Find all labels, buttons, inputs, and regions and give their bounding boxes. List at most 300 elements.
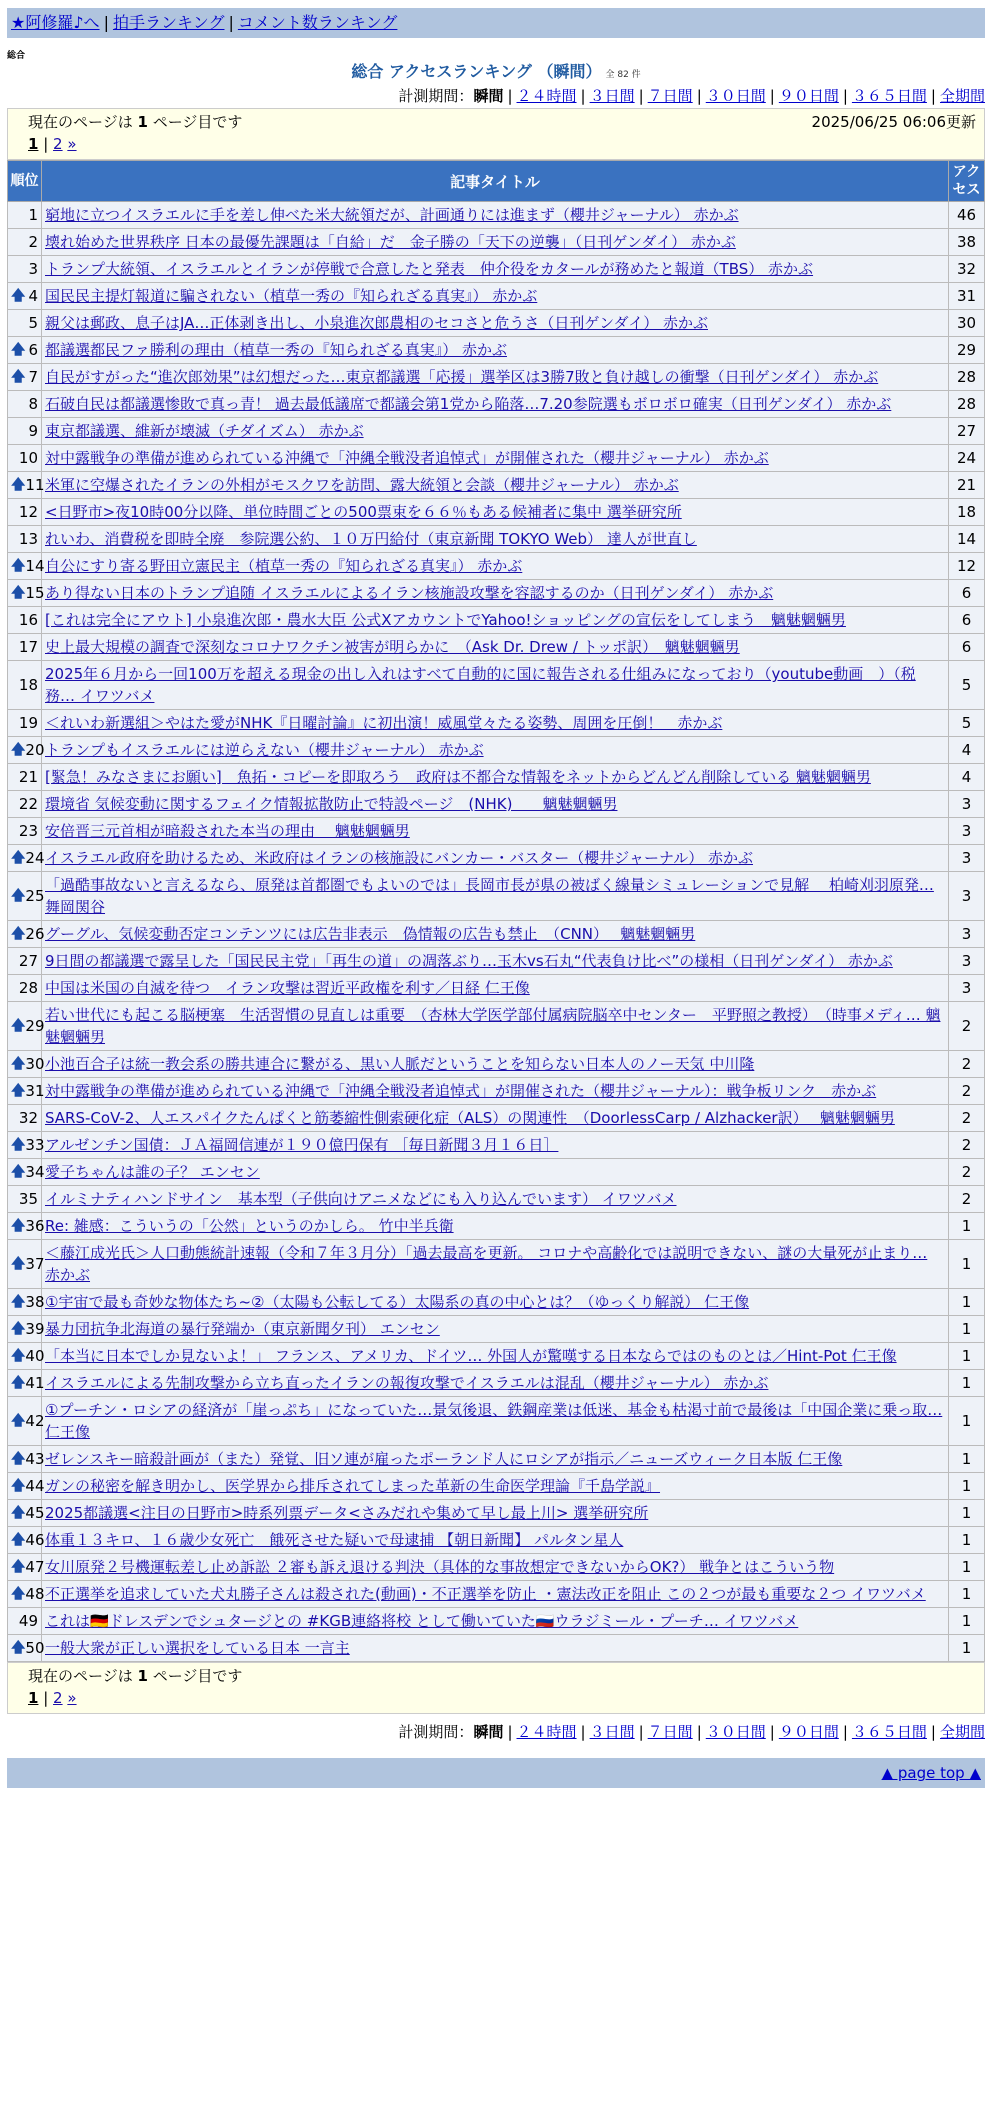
up-arrow-icon: 🡅 bbox=[11, 742, 26, 758]
article-link[interactable]: これは🇩🇪ドレスデンでシュタージとの #KGB連絡将校 として働いていた🇷🇺ウラジミール・プーチ… イワツバメ bbox=[45, 1612, 799, 1630]
header-access: アクセス bbox=[949, 161, 985, 202]
rank-cell bbox=[8, 1527, 45, 1554]
rank-cell bbox=[8, 1581, 45, 1608]
period-link-6[interactable]: 全期間 bbox=[939, 87, 985, 105]
title-cell bbox=[42, 1343, 949, 1370]
access-count: 31 bbox=[949, 283, 985, 310]
page-status-num-bottom: 1 bbox=[137, 1667, 148, 1685]
article-link[interactable]: れいわ、消費税を即時全廃 参院選公約、１０万円給付（東京新聞 TOKYO Web） 達人が世直し bbox=[45, 530, 697, 548]
table-row bbox=[8, 526, 985, 553]
rank-number: 4 bbox=[28, 287, 38, 305]
access-count: 2 bbox=[949, 1051, 985, 1078]
title-cell bbox=[42, 710, 949, 737]
period-link-3[interactable]: ３０日間 bbox=[705, 1723, 766, 1741]
article-link[interactable]: 「本当に日本でしか見ないよ！」 フランス、アメリカ、ドイツ… 外国人が驚嘆する日本ならではのものとは／Hint-Pot 仁王像 bbox=[45, 1347, 897, 1365]
period-selector-bottom bbox=[7, 1720, 985, 1744]
pagination-bottom: 1 | 2 » bbox=[28, 1689, 77, 1707]
up-arrow-icon: 🡅 bbox=[11, 850, 26, 866]
access-count: 1 bbox=[949, 1500, 985, 1527]
rank-cell bbox=[8, 526, 42, 553]
article-link[interactable]: Re: 雑感：こういうの「公然」というのかしら。 竹中半兵衛 bbox=[45, 1217, 454, 1235]
period-link-5[interactable]: ３６５日間 bbox=[851, 1723, 927, 1741]
access-count: 6 bbox=[949, 634, 985, 661]
up-arrow-icon: 🡅 bbox=[11, 288, 26, 304]
period-sep: | bbox=[507, 87, 513, 105]
table-row bbox=[8, 1473, 985, 1500]
title-cell bbox=[42, 526, 949, 553]
access-count: 5 bbox=[949, 710, 985, 737]
table-row bbox=[8, 818, 985, 845]
article-link[interactable]: 対中露戦争の準備が進められている沖縄で「沖縄全戦没者追悼式」が開催された（櫻井ジャーナル） 赤かぶ bbox=[45, 449, 769, 467]
article-link[interactable]: 中国は米国の自滅を待つ イラン攻撃は習近平政権を利す／日経 仁王像 bbox=[45, 979, 530, 997]
up-arrow-icon: 🡅 bbox=[11, 585, 26, 601]
up-arrow-icon: 🡅 bbox=[11, 1451, 26, 1467]
article-link[interactable]: SARS-CoV-2、人エスパイクたんぱくと筋萎縮性側索硬化症（ALS）の関連性 （DoorlessCarp / Alzhacker訳） 魑魅魍魎男 bbox=[45, 1109, 895, 1127]
article-link[interactable]: 一般大衆が正しい選択をしている日本 一言主 bbox=[45, 1639, 350, 1657]
up-arrow-icon: 🡅 bbox=[11, 558, 26, 574]
rank-number: 38 bbox=[25, 1293, 45, 1311]
table-row bbox=[8, 791, 985, 818]
article-link[interactable]: [緊急！みなさまにお願い] 魚拓・コピーを即取ろう 政府は不都合な情報をネットからどんどん削除している 魑魅魍魎男 bbox=[45, 768, 871, 786]
access-count: 4 bbox=[949, 764, 985, 791]
up-arrow-icon: 🡅 bbox=[11, 1056, 26, 1072]
up-arrow-icon: 🡅 bbox=[11, 1137, 26, 1153]
table-row bbox=[8, 845, 985, 872]
article-link[interactable]: 自公にすり寄る野田立憲民主（植草一秀の『知られざる真実』） 赤かぶ bbox=[45, 557, 523, 575]
rank-number: 26 bbox=[25, 925, 45, 943]
up-arrow-icon: 🡅 bbox=[11, 1348, 26, 1364]
title-cell bbox=[42, 1635, 949, 1662]
total-count: 全 82 件 bbox=[605, 70, 641, 80]
rank-cell bbox=[8, 472, 45, 499]
access-count: 1 bbox=[949, 1289, 985, 1316]
period-label: 計測期間： bbox=[398, 87, 474, 105]
article-link[interactable]: 2025都議選<注目の日野市>時系列票データ<さみだれや集めて早し最上川> 選挙研究所 bbox=[45, 1504, 649, 1522]
rank-cell bbox=[8, 1002, 45, 1051]
title-cell bbox=[42, 607, 949, 634]
rank-cell bbox=[8, 607, 42, 634]
rank-number: 28 bbox=[18, 979, 38, 997]
rank-number: 10 bbox=[18, 449, 38, 467]
title-cell bbox=[42, 256, 949, 283]
table-row bbox=[8, 948, 985, 975]
article-link[interactable]: グーグル、気候変動否定コンテンツには広告非表示 偽情報の広告も禁止 （CNN） 魑魅魍魎男 bbox=[45, 925, 696, 943]
table-row bbox=[8, 737, 985, 764]
top-nav bbox=[7, 8, 985, 38]
access-count: 4 bbox=[949, 737, 985, 764]
article-link[interactable]: イルミナティハンドサイン 基本型（子供向けアニメなどにも入り込んでいます） イワツバメ bbox=[45, 1190, 677, 1208]
period-link-1[interactable]: ３日間 bbox=[589, 1723, 635, 1741]
access-count: 1 bbox=[949, 1473, 985, 1500]
table-row bbox=[8, 1213, 985, 1240]
page-2-link[interactable]: 2 bbox=[53, 135, 63, 153]
rank-number: 50 bbox=[25, 1639, 45, 1657]
rank-number: 41 bbox=[25, 1374, 45, 1392]
rank-number: 3 bbox=[28, 260, 38, 278]
title-cell bbox=[42, 499, 949, 526]
rank-number: 7 bbox=[28, 368, 38, 386]
access-count: 6 bbox=[949, 607, 985, 634]
period-link-2[interactable]: ７日間 bbox=[647, 87, 693, 105]
article-link[interactable]: 9日間の都議選で露呈した「国民民主党」「再生の道」の凋落ぶり…玉木vs石丸“代表負け比べ”の様相（日刊ゲンダイ） 赤かぶ bbox=[45, 952, 893, 970]
page-status-post: ページ目です bbox=[147, 113, 243, 131]
rank-cell bbox=[8, 764, 42, 791]
access-count: 1 bbox=[949, 1527, 985, 1554]
table-row bbox=[8, 1186, 985, 1213]
rank-cell bbox=[8, 975, 42, 1002]
article-link[interactable]: 親父は郵政、息子はJA…正体剥き出し、小泉進次郎農相のセコさと危うさ（日刊ゲンダイ） 赤かぶ bbox=[45, 314, 708, 332]
rank-cell bbox=[8, 818, 42, 845]
article-link[interactable]: 都議選都民ファ勝利の理由（植草一秀の『知られざる真実』） 赤かぶ bbox=[45, 341, 507, 359]
up-arrow-icon: 🡅 bbox=[11, 1559, 26, 1575]
pagination: 1 | 2 » bbox=[28, 135, 77, 153]
rank-cell bbox=[8, 1132, 45, 1159]
rank-number: 44 bbox=[25, 1477, 45, 1495]
period-sep: | bbox=[930, 1723, 936, 1741]
title-cell bbox=[42, 283, 949, 310]
article-link[interactable]: 窮地に立つイスラエルに手を差し伸べた米大統領だが、計画通りには進まず（櫻井ジャーナル） 赤かぶ bbox=[45, 206, 739, 224]
title-cell bbox=[42, 229, 949, 256]
up-arrow-icon: 🡅 bbox=[11, 1256, 26, 1272]
comment-ranking-link[interactable]: コメント数ランキング bbox=[237, 13, 398, 32]
rank-number: 11 bbox=[25, 476, 45, 494]
up-arrow-icon: 🡅 bbox=[11, 342, 26, 358]
access-count: 28 bbox=[949, 391, 985, 418]
page-status-pre-bottom: 現在のページは bbox=[28, 1667, 138, 1685]
rank-number: 29 bbox=[25, 1017, 45, 1035]
up-arrow-icon: 🡅 bbox=[11, 888, 26, 904]
updated-time: 2025/06/25 06:06更新 bbox=[811, 113, 976, 131]
access-count: 3 bbox=[949, 872, 985, 921]
access-count: 3 bbox=[949, 845, 985, 872]
table-row bbox=[8, 1316, 985, 1343]
title-cell bbox=[42, 634, 949, 661]
title-cell bbox=[42, 661, 949, 710]
rank-cell bbox=[8, 872, 45, 921]
table-row bbox=[8, 607, 985, 634]
access-count: 28 bbox=[949, 364, 985, 391]
period-sep: | bbox=[638, 1723, 644, 1741]
article-link[interactable]: ガンの秘密を解き明かし、医学界から排斥されてしまった革新の生命医学理論『千島学説』 bbox=[45, 1477, 661, 1495]
period-link-4[interactable]: ９０日間 bbox=[778, 87, 839, 105]
rank-cell bbox=[8, 1608, 42, 1635]
article-link[interactable]: 環境省 気候変動に関するフェイク情報拡散防止で特設ページ (NHK) 魑魅魍魎男 bbox=[45, 795, 618, 813]
page-status-bottom bbox=[28, 1665, 242, 1687]
table-row bbox=[8, 1370, 985, 1397]
table-row bbox=[8, 634, 985, 661]
rank-cell bbox=[8, 1105, 42, 1132]
period-link-2[interactable]: ７日間 bbox=[647, 1723, 693, 1741]
header-rank: 順位 bbox=[8, 161, 42, 202]
table-row bbox=[8, 661, 985, 710]
rank-number: 16 bbox=[18, 611, 38, 629]
table-row bbox=[8, 1105, 985, 1132]
rank-number: 18 bbox=[18, 676, 38, 694]
bottom-bar bbox=[7, 1758, 985, 1788]
rank-cell bbox=[8, 1473, 45, 1500]
rank-cell bbox=[8, 256, 42, 283]
table-row bbox=[8, 1527, 985, 1554]
title-cell bbox=[42, 1213, 949, 1240]
rank-cell bbox=[8, 229, 42, 256]
page-status bbox=[28, 111, 242, 133]
article-link[interactable]: ①宇宙で最も奇妙な物体たち~②（太陽も公転してる）太陽系の真の中心とは？（ゆっくり解説） 仁王像 bbox=[45, 1293, 750, 1311]
access-count: 3 bbox=[949, 921, 985, 948]
access-count: 2 bbox=[949, 1105, 985, 1132]
section-label: 総合 bbox=[7, 51, 26, 61]
page-2-link-bottom[interactable]: 2 bbox=[53, 1689, 63, 1707]
access-count: 2 bbox=[949, 1159, 985, 1186]
title-cell bbox=[42, 580, 949, 607]
rank-number: 22 bbox=[18, 795, 38, 813]
ranking-table bbox=[7, 160, 985, 1662]
rank-number: 17 bbox=[18, 638, 38, 656]
up-arrow-icon: 🡅 bbox=[11, 1478, 26, 1494]
period-link-0[interactable]: ２４時間 bbox=[516, 1723, 577, 1741]
article-link[interactable]: 小池百合子は統一教会系の勝共連合に繋がる、黒い人脈だということを知らない日本人のノー天気 中川隆 bbox=[45, 1055, 755, 1073]
table-row bbox=[8, 310, 985, 337]
rank-number: 12 bbox=[18, 503, 38, 521]
home-link[interactable]: ★阿修羅♪へ bbox=[11, 13, 100, 32]
title-cell bbox=[42, 1316, 949, 1343]
rank-number: 21 bbox=[18, 768, 38, 786]
article-link[interactable]: 史上最大規模の調査で深刻なコロナワクチン被害が明らかに （Ask Dr. Drew / トッポ訳） 魑魅魍魎男 bbox=[45, 638, 740, 656]
article-link[interactable]: 東京都議選、維新が壊滅（チダイズム） 赤かぶ bbox=[45, 422, 364, 440]
article-link[interactable]: 壊れ始めた世界秩序 日本の最優先課題は「自給」だ 金子勝の「天下の逆襲」（日刊ゲンダイ） 赤かぶ bbox=[45, 233, 736, 251]
up-arrow-icon: 🡅 bbox=[11, 1375, 26, 1391]
page-title: 総合 アクセスランキング （瞬間） bbox=[351, 62, 602, 81]
nav-sep-1: | bbox=[103, 13, 109, 32]
rank-number: 14 bbox=[25, 557, 45, 575]
rank-number: 6 bbox=[28, 341, 38, 359]
rank-number: 48 bbox=[25, 1585, 45, 1603]
period-link-4[interactable]: ９０日間 bbox=[778, 1723, 839, 1741]
up-arrow-icon: 🡅 bbox=[11, 1164, 26, 1180]
table-row bbox=[8, 445, 985, 472]
article-link[interactable]: 石破自民は都議選惨敗で真っ青！ 過去最低議席で都議会第1党から陥落…7.20参院選もボロボロ確実（日刊ゲンダイ） 赤かぶ bbox=[45, 395, 892, 413]
table-row bbox=[8, 391, 985, 418]
rank-cell bbox=[8, 1240, 45, 1289]
rank-number: 1 bbox=[28, 206, 38, 224]
article-link[interactable]: [これは完全にアウト] 小泉進次郎・農水大臣 公式XアカウントでYahoo!ショッピングの宣伝をしてしまう 魑魅魍魎男 bbox=[45, 611, 846, 629]
rank-cell bbox=[8, 1078, 45, 1105]
period-current: 瞬間 bbox=[473, 87, 504, 105]
title-cell bbox=[42, 1002, 949, 1051]
rank-number: 37 bbox=[25, 1255, 45, 1273]
access-count: 24 bbox=[949, 445, 985, 472]
article-link[interactable]: <日野市>夜10時00分以降、単位時間ごとの500票束を６６％もある候補者に集中 選挙研究所 bbox=[45, 503, 682, 521]
rank-number: 15 bbox=[25, 584, 45, 602]
access-count: 46 bbox=[949, 202, 985, 229]
article-link[interactable]: 米軍に空爆されたイランの外相がモスクワを訪問、露大統領と会談（櫻井ジャーナル） 赤かぶ bbox=[45, 476, 679, 494]
rank-number: 40 bbox=[25, 1347, 45, 1365]
rank-number: 23 bbox=[18, 822, 38, 840]
period-sep: | bbox=[842, 87, 848, 105]
up-arrow-icon: 🡅 bbox=[11, 1505, 26, 1521]
rank-cell bbox=[8, 580, 45, 607]
rank-cell bbox=[8, 1289, 45, 1316]
title-cell bbox=[42, 948, 949, 975]
article-link[interactable]: 対中露戦争の準備が進められている沖縄で「沖縄全戦没者追悼式」が開催された（櫻井ジャーナル）：戦争板リンク 赤かぶ bbox=[45, 1082, 877, 1100]
rank-cell bbox=[8, 553, 45, 580]
period-link-1[interactable]: ３日間 bbox=[589, 87, 635, 105]
article-link[interactable]: 「過酷事故ないと言えるなら、原発は首都圏でもよいのでは」長岡市長が県の被ばく線量シミュレーションで見解 柏崎刈羽原発… 舞岡関谷 bbox=[45, 876, 934, 916]
table-row bbox=[8, 553, 985, 580]
article-link[interactable]: ＜藤江成光氏＞人口動態統計速報（令和７年３月分）「過去最高を更新。 コロナや高齢化では説明できない、謎の大量死が止まり… 赤かぶ bbox=[45, 1244, 928, 1284]
period-link-3[interactable]: ３０日間 bbox=[705, 87, 766, 105]
title-cell bbox=[42, 1370, 949, 1397]
rank-number: 32 bbox=[18, 1109, 38, 1127]
article-link[interactable]: 若い世代にも起こる脳梗塞 生活習慣の見直しは重要 （杏林大学医学部付属病院脳卒中センター 平野照之教授） （時事メディ… 魑魅魍魎男 bbox=[45, 1006, 941, 1046]
period-links-bottom bbox=[503, 1723, 985, 1741]
rank-number: 42 bbox=[25, 1412, 45, 1430]
article-link[interactable]: ゼレンスキー暗殺計画が（また）発覚、旧ソ連が雇ったポーランド人にロシアが指示／ニューズウィーク日本版 仁王像 bbox=[45, 1450, 843, 1468]
rank-number: 43 bbox=[25, 1450, 45, 1468]
table-row bbox=[8, 1159, 985, 1186]
article-link[interactable]: 体重１３キロ、１６歳少女死亡 餓死させた疑いで母逮捕 【朝日新聞】 パルタン星人 bbox=[45, 1531, 624, 1549]
rank-cell bbox=[8, 634, 42, 661]
article-link[interactable]: 2025年６月から一回100万を超える現金の出し入れはすべて自動的に国に報告される仕組みになっており（youtube動画 ）（税務… イワツバメ bbox=[45, 665, 916, 705]
period-link-0[interactable]: ２４時間 bbox=[516, 87, 577, 105]
title-cell bbox=[42, 764, 949, 791]
title-cell bbox=[42, 737, 949, 764]
access-count: 32 bbox=[949, 256, 985, 283]
access-count: 1 bbox=[949, 1608, 985, 1635]
access-count: 30 bbox=[949, 310, 985, 337]
article-link[interactable]: イスラエルによる先制攻撃から立ち直ったイランの報復攻撃でイスラエルは混乱（櫻井ジャーナル） 赤かぶ bbox=[45, 1374, 769, 1392]
rank-cell bbox=[8, 310, 42, 337]
table-row bbox=[8, 364, 985, 391]
rank-number: 27 bbox=[18, 952, 38, 970]
title-cell bbox=[42, 845, 949, 872]
table-row bbox=[8, 1240, 985, 1289]
rank-number: 39 bbox=[25, 1320, 45, 1338]
rank-cell bbox=[8, 921, 45, 948]
article-link[interactable]: ＜れいわ新選組＞やはた愛がNHK『日曜討論』に初出演！威風堂々たる姿勢、周囲を圧倒！ 赤かぶ bbox=[45, 714, 723, 732]
rank-cell bbox=[8, 948, 42, 975]
rank-number: 13 bbox=[18, 530, 38, 548]
access-count: 2 bbox=[949, 1132, 985, 1159]
rank-cell bbox=[8, 710, 42, 737]
period-link-5[interactable]: ３６５日間 bbox=[851, 87, 927, 105]
up-arrow-icon: 🡅 bbox=[11, 477, 26, 493]
rank-number: 25 bbox=[25, 887, 45, 905]
table-row bbox=[8, 418, 985, 445]
article-link[interactable]: ①プーチン・ロシアの経済が「崖っぷち」になっていた…景気後退、鉄鋼産業は低迷、基金も枯渇寸前で最後は「中国企業に乗っ取… 仁王像 bbox=[45, 1401, 943, 1441]
access-count: 3 bbox=[949, 818, 985, 845]
title-cell bbox=[42, 1581, 949, 1608]
rank-cell bbox=[8, 1635, 45, 1662]
title-cell bbox=[42, 202, 949, 229]
access-count: 38 bbox=[949, 229, 985, 256]
article-link[interactable]: 不正選挙を追求していた犬丸勝子さんは殺された(動画)・不正選挙を防止 ・憲法改正を阻止 この２つが最も重要な２つ イワツバメ bbox=[45, 1585, 926, 1603]
period-selector-top bbox=[7, 84, 985, 108]
next-page-link[interactable]: » bbox=[67, 135, 77, 153]
period-sep: | bbox=[696, 1723, 702, 1741]
rank-number: 19 bbox=[18, 714, 38, 732]
period-link-6[interactable]: 全期間 bbox=[939, 1723, 985, 1741]
title-cell bbox=[42, 1289, 949, 1316]
title-cell bbox=[42, 445, 949, 472]
table-row bbox=[8, 975, 985, 1002]
access-count: 2 bbox=[949, 1186, 985, 1213]
article-link[interactable]: トランプもイスラエルには逆らえない（櫻井ジャーナル） 赤かぶ bbox=[45, 741, 484, 759]
table-row bbox=[8, 710, 985, 737]
page-top-link[interactable]: ▲ page top ▲ bbox=[881, 1764, 981, 1782]
table-row bbox=[8, 921, 985, 948]
article-link[interactable]: あり得ない日本のトランプ追随 イスラエルによるイラン核施設攻撃を容認するのか（日刊ゲンダイ） 赤かぶ bbox=[45, 584, 774, 602]
rank-number: 36 bbox=[25, 1217, 45, 1235]
page-status-num: 1 bbox=[137, 113, 148, 131]
rank-cell bbox=[8, 202, 42, 229]
page-current-bottom: 1 bbox=[28, 1689, 39, 1707]
period-sep: | bbox=[507, 1723, 513, 1741]
up-arrow-icon: 🡅 bbox=[11, 1018, 26, 1034]
article-link[interactable]: トランプ大統領、イスラエルとイランが停戦で合意したと発表 仲介役をカタールが務めたと報道（TBS） 赤かぶ bbox=[45, 260, 814, 278]
next-page-link-bottom[interactable]: » bbox=[67, 1689, 77, 1707]
access-count: 1 bbox=[949, 1446, 985, 1473]
title-cell bbox=[42, 1397, 949, 1446]
article-link[interactable]: 女川原発２号機運転差し止め訴訟 ２審も訴え退ける判決（具体的な事故想定できないからOK?） 戦争とはこういう物 bbox=[45, 1558, 835, 1576]
clap-ranking-link[interactable]: 拍手ランキング bbox=[112, 13, 225, 32]
page-current: 1 bbox=[28, 135, 39, 153]
article-link[interactable]: 国民民主提灯報道に騙されない（植草一秀の『知られざる真実』） 赤かぶ bbox=[45, 287, 538, 305]
access-count: 14 bbox=[949, 526, 985, 553]
rank-cell bbox=[8, 364, 42, 391]
rank-cell bbox=[8, 1051, 45, 1078]
up-arrow-icon: 🡅 bbox=[11, 369, 26, 385]
period-sep: | bbox=[769, 1723, 775, 1741]
period-sep: | bbox=[580, 87, 586, 105]
period-label-bottom: 計測期間： bbox=[398, 1723, 474, 1741]
rank-number: 24 bbox=[25, 849, 45, 867]
access-count: 1 bbox=[949, 1240, 985, 1289]
period-sep: | bbox=[696, 87, 702, 105]
rank-cell bbox=[8, 391, 42, 418]
rank-cell bbox=[8, 283, 42, 310]
rank-cell bbox=[8, 661, 42, 710]
ranking-rows bbox=[8, 202, 985, 1662]
up-arrow-icon: 🡅 bbox=[11, 1294, 26, 1310]
access-count: 3 bbox=[949, 975, 985, 1002]
rank-number: 5 bbox=[28, 314, 38, 332]
access-count: 3 bbox=[949, 948, 985, 975]
article-link[interactable]: 愛子ちゃんは誰の子？ エンセン bbox=[45, 1163, 260, 1181]
title-cell bbox=[42, 1473, 949, 1500]
table-row bbox=[8, 1078, 985, 1105]
access-count: 5 bbox=[949, 661, 985, 710]
table-row bbox=[8, 1132, 985, 1159]
article-link[interactable]: 安倍晋三元首相が暗殺された本当の理由 魑魅魍魎男 bbox=[45, 822, 410, 840]
article-link[interactable]: 暴力団抗争北海道の暴行発端か（東京新聞夕刊） エンセン bbox=[45, 1320, 440, 1338]
access-count: 1 bbox=[949, 1213, 985, 1240]
rank-cell bbox=[8, 1500, 45, 1527]
rank-number: 35 bbox=[18, 1190, 38, 1208]
article-link[interactable]: 自民がすがった“進次郎効果”は幻想だった…東京都議選「応援」選挙区は3勝7敗と負け越しの衝撃（日刊ゲンダイ） 赤かぶ bbox=[45, 368, 879, 386]
title-cell bbox=[42, 1051, 949, 1078]
article-link[interactable]: イスラエル政府を助けるため、米政府はイランの核施設にバンカー・バスター（櫻井ジャーナル） 赤かぶ bbox=[45, 849, 753, 867]
table-row bbox=[8, 472, 985, 499]
title-cell bbox=[42, 1186, 949, 1213]
table-row bbox=[8, 1397, 985, 1446]
article-link[interactable]: アルゼンチン国債：ＪＡ福岡信連が１９０億円保有 ［毎日新聞３月１６日］ bbox=[45, 1136, 559, 1154]
table-row bbox=[8, 1635, 985, 1662]
rank-number: 49 bbox=[18, 1612, 38, 1630]
nav-sep-2: | bbox=[228, 13, 234, 32]
rank-cell bbox=[8, 1446, 45, 1473]
up-arrow-icon: 🡅 bbox=[11, 1218, 26, 1234]
page-status-post-bottom: ページ目です bbox=[147, 1667, 243, 1685]
